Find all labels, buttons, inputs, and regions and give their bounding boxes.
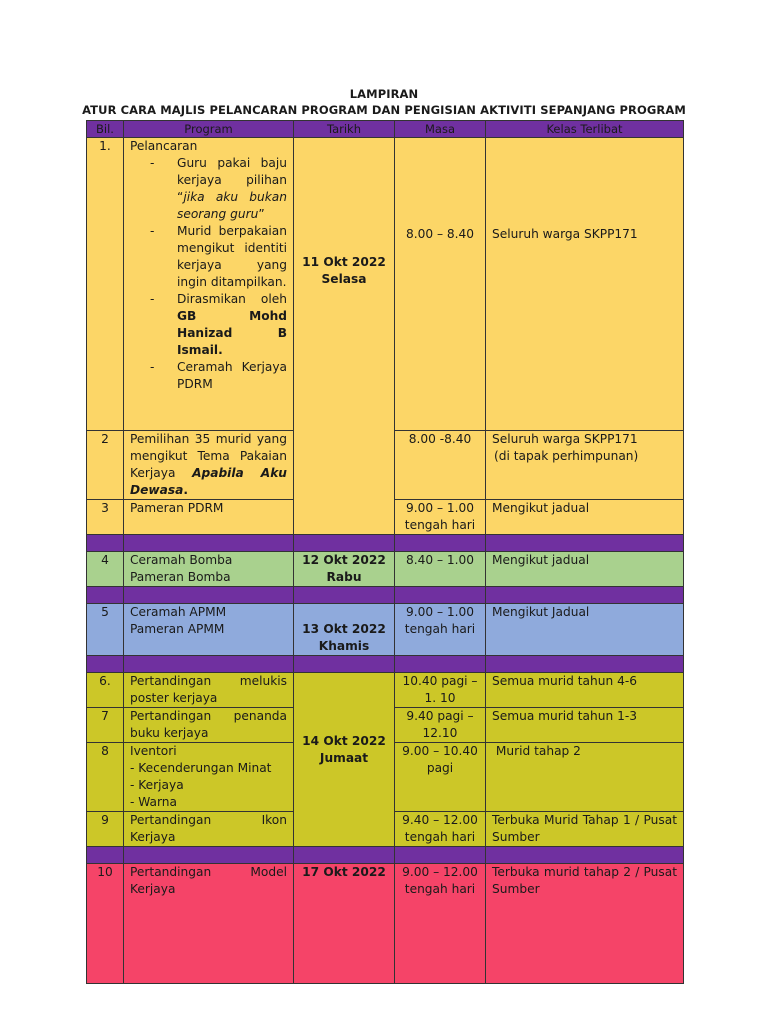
date-text: 14 Okt 2022 <box>302 733 386 748</box>
time-text: 9.40 – 12.00 <box>402 813 478 827</box>
program-line: - Kerjaya <box>130 778 184 792</box>
class-cell: Mengikut Jadual <box>486 604 684 656</box>
program-line: - Warna <box>130 795 177 809</box>
time-cell: 10.40 pagi – 1. 10 <box>395 673 486 708</box>
class-cell: Mengikut jadual <box>486 552 684 587</box>
class-cell: Terbuka murid tahap 2 / Pusat Sumber <box>486 864 684 984</box>
program-title: Pelancaran <box>130 139 198 153</box>
table-header-row <box>87 121 684 138</box>
class-note: (di tapak perhimpunan) <box>494 449 639 463</box>
separator-row <box>87 656 684 673</box>
table-row <box>87 673 684 708</box>
program-cell: Pameran PDRM <box>124 500 294 535</box>
program-line: Pameran Bomba <box>130 570 231 584</box>
day-text: Selasa <box>321 272 367 286</box>
row-number: 10 <box>87 864 124 984</box>
row-number: 9 <box>87 812 124 847</box>
row-number: 6. <box>87 673 124 708</box>
time-cell <box>395 812 486 847</box>
class-cell: Seluruh warga SKPP171 <box>486 138 684 431</box>
class-cell: Terbuka Murid Tahap 1 / Pusat Sumber <box>486 812 684 847</box>
program-line: Ceramah APMM <box>130 605 227 619</box>
document-title: LAMPIRAN <box>349 87 419 101</box>
date-text: 17 Okt 2022 <box>302 865 386 879</box>
time-suffix: tengah hari <box>404 518 476 532</box>
program-line: Iventori <box>130 744 177 758</box>
time-cell: 9.40 pagi – 12.10 <box>395 708 486 743</box>
separator-row <box>87 535 684 552</box>
time-text: 9.00 – 1.00 <box>405 501 475 515</box>
header-bil: Bil. <box>87 121 124 138</box>
time-cell: 8.00 -8.40 <box>395 431 486 500</box>
row-number: 3 <box>87 500 124 535</box>
list-item: - Guru pakai baju kerjaya pilihan “jika aku bukan seorang guru” <box>150 155 287 223</box>
class-cell: Murid tahap 2 <box>486 743 684 812</box>
date-cell <box>294 552 395 587</box>
class-cell <box>486 431 684 500</box>
header-tarikh: Tarikh <box>294 121 395 138</box>
program-cell <box>124 552 294 587</box>
program-cell: Pertandingan Ikon Kerjaya <box>124 812 294 847</box>
list-item: - Ceramah Kerjaya PDRM <box>150 359 287 393</box>
class-text: Seluruh warga SKPP171 <box>492 432 638 446</box>
date-text: 11 Okt 2022 <box>302 255 386 269</box>
schedule-table <box>86 120 684 984</box>
time-suffix: tengah hari <box>404 830 476 844</box>
program-line: - Kecenderungan Minat <box>130 761 272 775</box>
program-cell <box>124 743 294 812</box>
separator-row <box>87 847 684 864</box>
row-number: 1. <box>87 138 124 431</box>
program-line: Ceramah Bomba <box>130 553 233 567</box>
time-suffix: tengah hari <box>404 882 476 896</box>
table-row <box>87 138 684 431</box>
day-text: Rabu <box>326 570 362 584</box>
header-kelas: Kelas Terlibat <box>486 121 684 138</box>
program-cell: Pertandingan penanda buku kerjaya <box>124 708 294 743</box>
time-cell <box>395 500 486 535</box>
class-cell: Semua murid tahun 4-6 <box>486 673 684 708</box>
date-cell <box>294 138 395 535</box>
table-row <box>87 604 684 656</box>
date-text: 13 Okt 2022 <box>302 622 386 636</box>
day-text: Jumaat <box>319 750 369 765</box>
program-cell: Pemilihan 35 murid yang mengikut Tema Pakaian Kerjaya Apabila Aku Dewasa. <box>124 431 294 500</box>
list-item: - Murid berpakaian mengikut identiti kerjaya yang ingin ditampilkan. <box>150 223 287 291</box>
row-number: 7 <box>87 708 124 743</box>
date-text: 12 Okt 2022 <box>302 553 386 567</box>
row-number: 8 <box>87 743 124 812</box>
time-cell <box>395 604 486 656</box>
time-cell: 8.00 – 8.40 <box>395 138 486 431</box>
list-item: - Dirasmikan oleh GB Mohd Hanizad B Ismail. <box>150 291 287 359</box>
time-text: 9.00 – 12.00 <box>402 865 478 879</box>
day-text: Khamis <box>318 639 370 653</box>
time-suffix: tengah hari <box>404 622 476 636</box>
row-number: 2 <box>87 431 124 500</box>
time-cell: 8.40 – 1.00 <box>395 552 486 587</box>
program-line: Pameran APMM <box>130 622 225 636</box>
header-masa: Masa <box>395 121 486 138</box>
table-row <box>87 864 684 984</box>
table-row <box>87 552 684 587</box>
header-program: Program <box>124 121 294 138</box>
program-cell <box>124 604 294 656</box>
program-cell: Pertandingan Model Kerjaya <box>124 864 294 984</box>
row-number: 5 <box>87 604 124 656</box>
class-cell: Semua murid tahun 1-3 <box>486 708 684 743</box>
time-cell <box>395 864 486 984</box>
date-cell <box>294 604 395 656</box>
date-cell <box>294 864 395 984</box>
program-cell <box>124 138 294 431</box>
document-subtitle: ATUR CARA MAJLIS PELANCARAN PROGRAM DAN PENGISIAN AKTIVITI SEPANJANG PROGRAM <box>82 103 686 117</box>
time-text: 9.00 – 1.00 <box>405 605 475 619</box>
time-cell: 9.00 – 10.40 pagi <box>395 743 486 812</box>
class-cell: Mengikut jadual <box>486 500 684 535</box>
row-number: 4 <box>87 552 124 587</box>
program-sublist <box>130 155 287 393</box>
separator-row <box>87 587 684 604</box>
program-cell: Pertandingan melukis poster kerjaya <box>124 673 294 708</box>
date-cell <box>294 673 395 847</box>
